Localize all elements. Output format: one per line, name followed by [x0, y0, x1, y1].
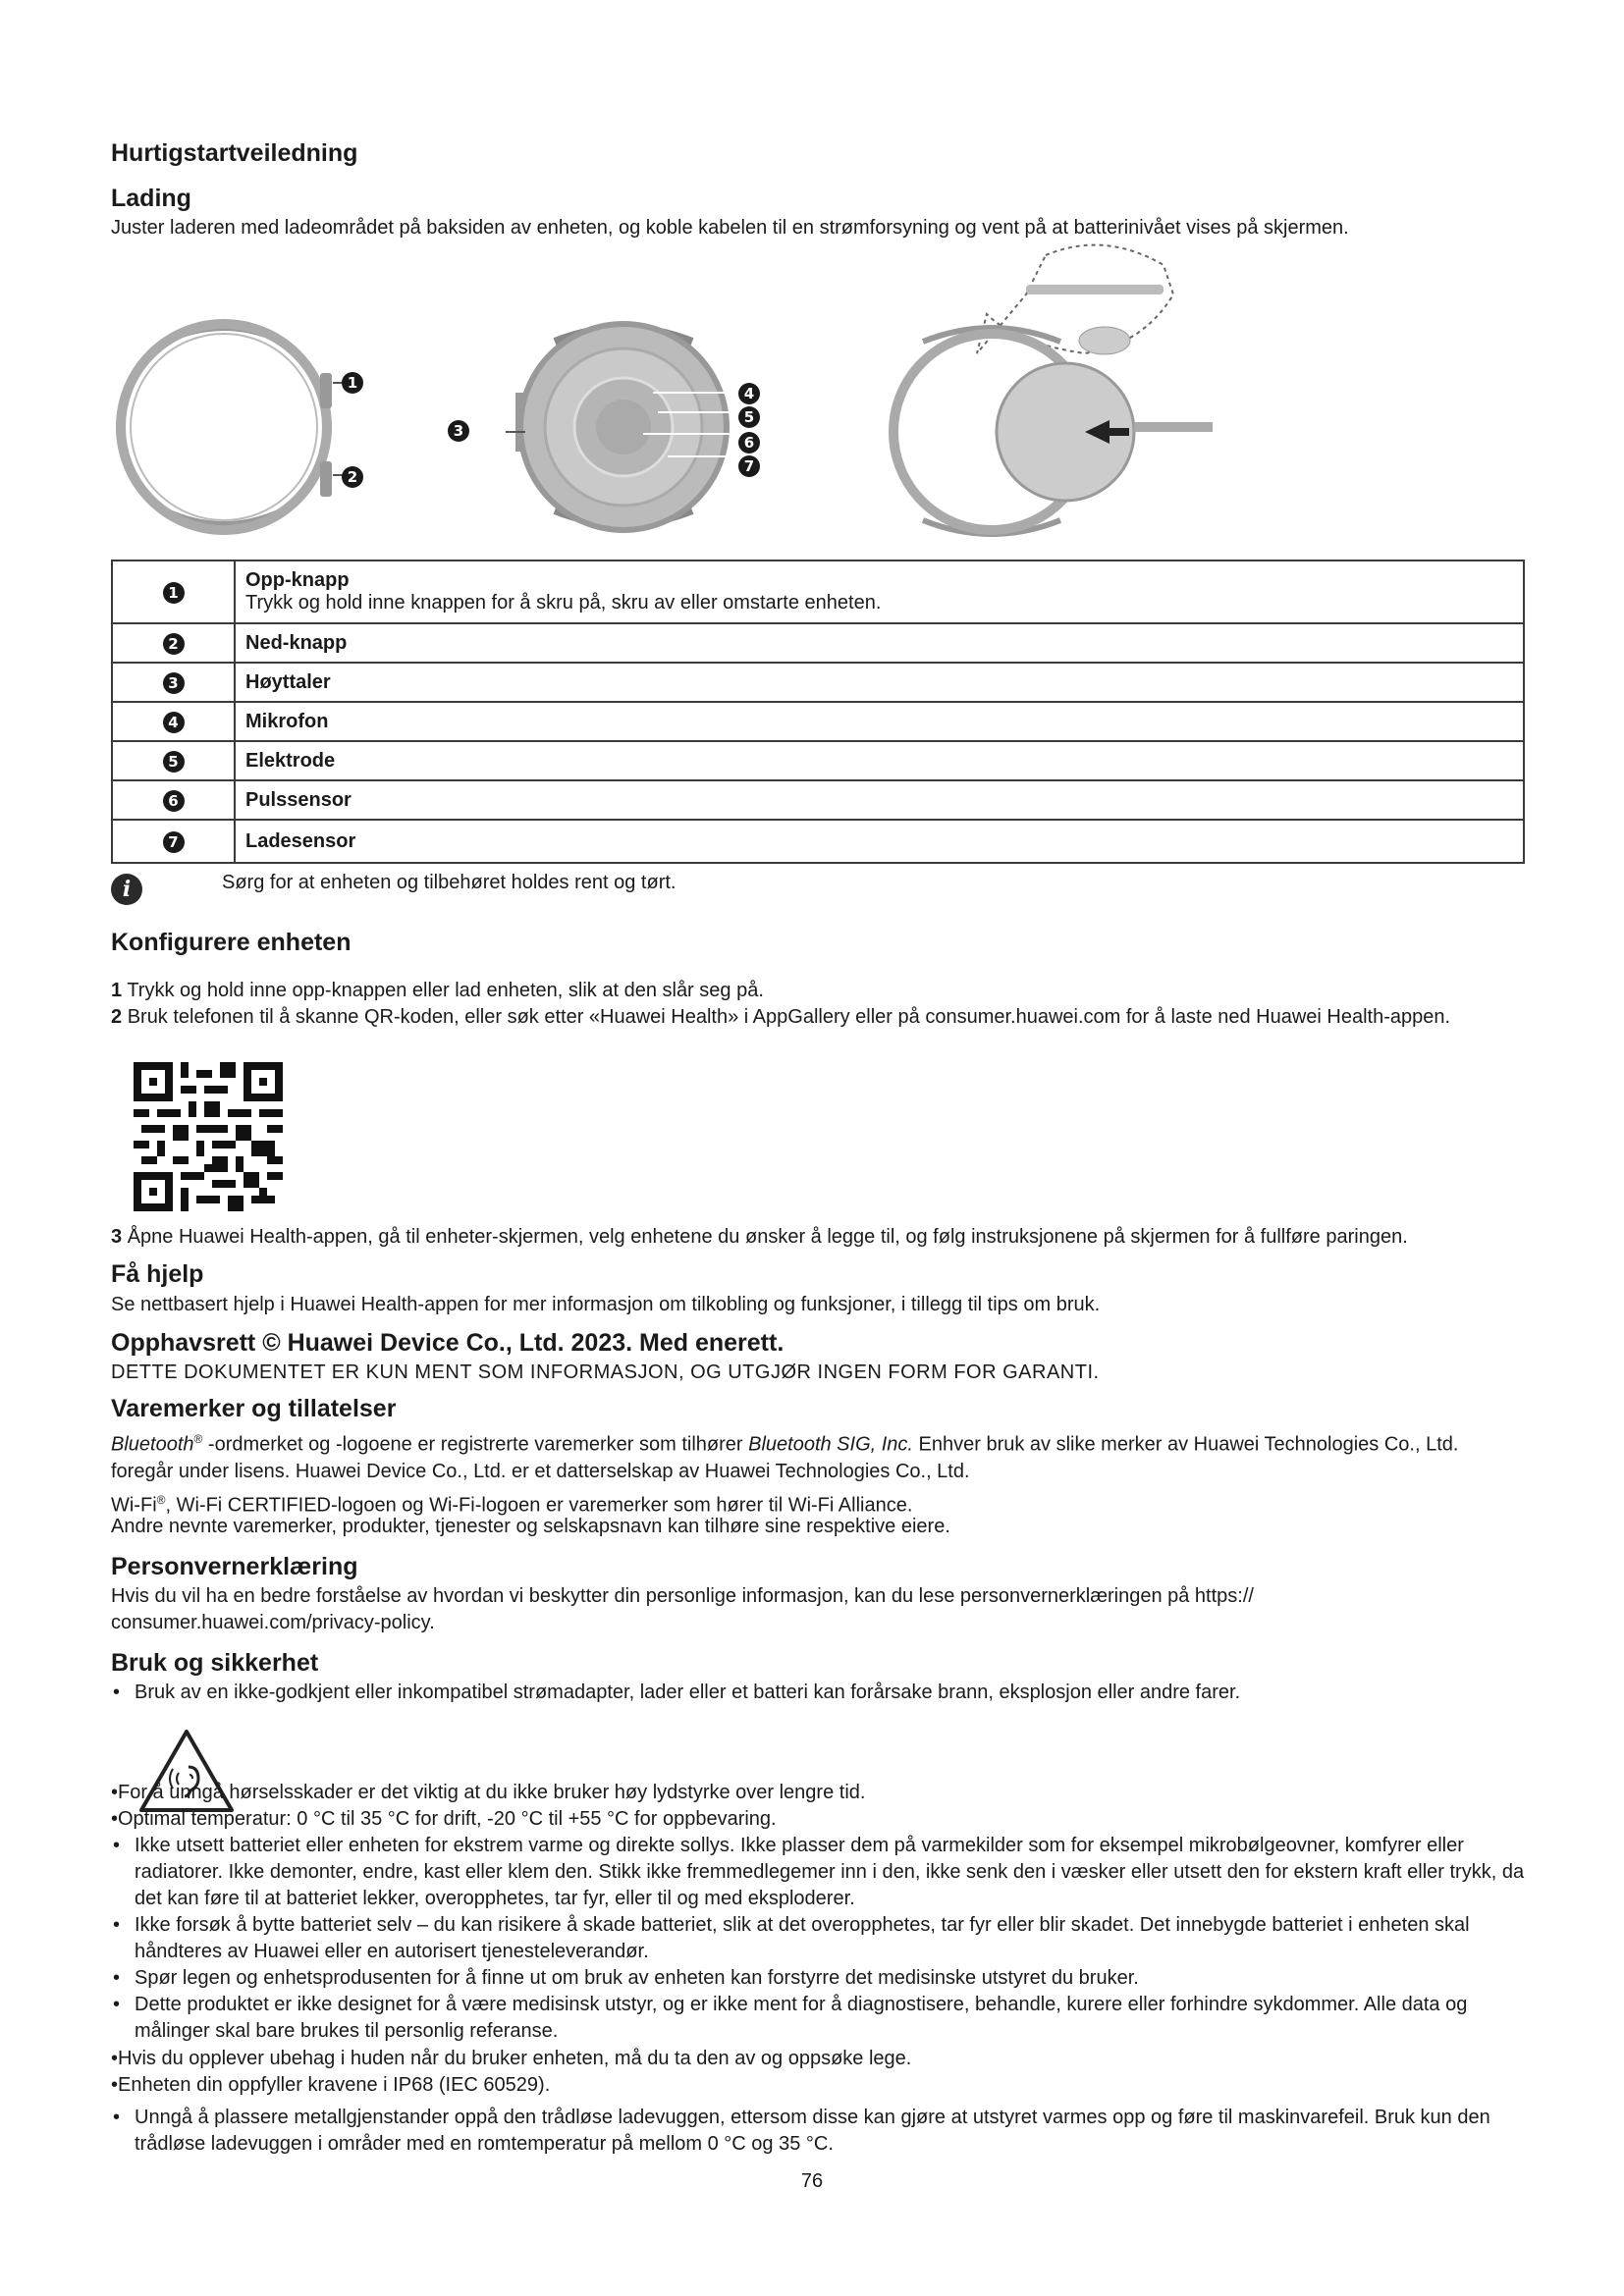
list-item	[111, 1912, 1525, 1965]
wifi-word: Wi-Fi	[111, 1494, 157, 1517]
watch-back-illustration	[496, 314, 751, 540]
step-text: Bruk telefonen til å skanne QR-koden, eller søk etter «Huawei Health» i AppGallery eller på consumer.huawei.com for å laste ned Huawei Health-appen.	[127, 1006, 1451, 1028]
part-name: Mikrofon	[235, 702, 1524, 741]
parts-table	[111, 560, 1525, 864]
row-number: 1	[163, 582, 185, 604]
note-text: Sørg for at enheten og tilbehøret holdes rent og tørt.	[222, 872, 677, 893]
bullet-mark: •	[113, 1682, 121, 1703]
table-row	[112, 741, 1524, 780]
part-name: Opp-knapp	[245, 569, 350, 591]
safety-list-2	[111, 1833, 1525, 2045]
list-item	[111, 2105, 1525, 2158]
trademarks-text: -ordmerket og -logoene er registrerte varemerker som tilhører	[202, 1433, 749, 1456]
callout-3: 3	[448, 420, 469, 442]
part-name: Elektrode	[235, 741, 1524, 780]
row-number: 2	[163, 633, 185, 655]
info-icon: i	[111, 874, 142, 905]
part-description: Trykk og hold inne knappen for å skru på, skru av eller omstarte enheten.	[245, 592, 882, 614]
qr-code	[134, 1062, 283, 1211]
list-item-text: Spør legen og enhetsprodusenten for å finne ut om bruk av enheten kan forstyrre det medisinske utstyret du bruker.	[135, 1967, 1139, 1989]
registered-mark: ®	[156, 1493, 166, 1507]
list-item-text: Dette produktet er ikke designet for å være medisinsk utstyr, og er ikke ment for å diagnostisere, behandle, kurere eller forhindre sykdommer. Alle data og målinger skal bare brukes til personlig referanse.	[135, 1994, 1468, 2042]
privacy-text: Hvis du vil ha en bedre forståelse av hvordan vi beskytter din personlige informasjon, kan du lese personvernerklæringen på https:// consumer.huawei.com/privacy-policy.	[111, 1585, 1254, 1633]
registered-mark: ®	[193, 1432, 203, 1446]
step-number: 1	[111, 980, 123, 1001]
row-number: 5	[163, 751, 185, 773]
callout-4: 4	[738, 383, 760, 404]
callout-1: 1	[342, 372, 363, 394]
section-title-help: Få hjelp	[111, 1260, 204, 1288]
step-text: Åpne Huawei Health-appen, gå til enheter-skjermen, velg enhetene du ønsker å legge til, og følg instruksjonene på skjermen for å fullføre paringen.	[127, 1226, 1408, 1248]
row-number: 4	[163, 712, 185, 733]
list-item	[111, 1833, 1525, 1912]
list-item	[111, 1992, 1525, 2045]
section-title-safety: Bruk og sikkerhet	[111, 1649, 319, 1677]
section-title-trademarks: Varemerker og tillatelser	[111, 1395, 397, 1422]
bluetooth-sig: Bluetooth SIG, Inc.	[748, 1433, 913, 1456]
safety-list-1	[111, 1680, 1525, 1706]
bullet-mark: •	[113, 2107, 121, 2128]
step-number: 2	[111, 1006, 123, 1028]
section-title-configure: Konfigurere enheten	[111, 929, 352, 956]
part-name: Høyttaler	[235, 663, 1524, 702]
row-number: 7	[163, 831, 185, 853]
bullet-mark: •	[113, 1967, 121, 1989]
trademarks-paragraph-1	[111, 1426, 1525, 1485]
part-name: Ned-knapp	[235, 623, 1524, 663]
safety-ip68-text: •Enheten din oppfyller kravene i IP68 (IEC 60529).	[111, 2074, 551, 2096]
bullet-mark: •	[113, 1994, 121, 2015]
table-row	[112, 820, 1524, 863]
table-row	[112, 561, 1524, 623]
step-2	[111, 1004, 1525, 1031]
step-1	[111, 978, 1525, 1004]
list-item-text: Ikke utsett batteriet eller enheten for ekstrem varme og direkte sollys. Ikke plasser dem på varmekilder som for eksempel mikrobølgeovner, komfyrer eller radiatorer. Ikke demonter, endre, kast eller klem den. Stikk ikke fremmedlegemer inn i den, ikke senk den i væsker eller utsett den for ekstern kraft eller trykk, da det kan føre til at batteriet lekker, overopphetes, tar fyr, eller til og med eksploderer.	[135, 1835, 1525, 1909]
row-number: 3	[163, 672, 185, 694]
trademarks-paragraph-3: Andre nevnte varemerker, produkter, tjenester og selskapsnavn kan tilhøre sine respektive eiere.	[111, 1516, 950, 1537]
step-text: Trykk og hold inne opp-knappen eller lad enheten, slik at den slår seg på.	[127, 980, 764, 1001]
section-title-privacy: Personvernerklæring	[111, 1553, 358, 1580]
section-title-copyright: Opphavsrett © Huawei Device Co., Ltd. 2023. Med enerett.	[111, 1329, 785, 1357]
step-3	[111, 1224, 1525, 1251]
bullet-mark: •	[113, 1835, 121, 1856]
table-row	[112, 623, 1524, 663]
table-row	[112, 702, 1524, 741]
copyright-text: DETTE DOKUMENTET ER KUN MENT SOM INFORMASJON, OG UTGJØR INGEN FORM FOR GARANTI.	[111, 1362, 1100, 1383]
list-item	[111, 1965, 1525, 1992]
section-title-charging: Lading	[111, 185, 191, 212]
trademarks-text: Enhver bruk av slike merker av Huawei Technologies Co., Ltd. foregår under lisens. Huawei Device Co., Ltd. er et datterselskap av Huawei Technologies Co., Ltd.	[111, 1433, 1459, 1482]
bullet-mark: •	[113, 1914, 121, 1936]
callout-5: 5	[738, 406, 760, 428]
callout-2: 2	[342, 466, 363, 488]
step-number: 3	[111, 1226, 123, 1248]
charging-text: Juster laderen med ladeområdet på baksiden av enheten, og koble kabelen til en strømforsyning og vent på at batterinivået vises på skjermen.	[111, 217, 1349, 239]
watch-front-illustration	[111, 314, 396, 540]
part-name: Pulssensor	[235, 780, 1524, 820]
table-row	[112, 663, 1524, 702]
document-title: Hurtigstartveiledning	[111, 139, 358, 167]
charging-illustration	[869, 236, 1242, 550]
trademarks-text: , Wi-Fi CERTIFIED-logoen og Wi-Fi-logoen er varemerker som hører til Wi-Fi Alliance.	[165, 1494, 913, 1517]
page-number: 76	[800, 2170, 824, 2192]
bluetooth-word: Bluetooth	[111, 1433, 194, 1456]
part-name: Ladesensor	[235, 820, 1524, 863]
list-item-text: Bruk av en ikke-godkjent eller inkompatibel strømadapter, lader eller et batteri kan forårsake brann, eksplosjon eller andre farer.	[135, 1682, 1241, 1703]
safety-skin-text: •Hvis du opplever ubehag i huden når du bruker enheten, må du ta den av og oppsøke lege.	[111, 2048, 912, 2069]
callout-6: 6	[738, 432, 760, 454]
list-item-text: Unngå å plassere metallgjenstander oppå den trådløse ladevuggen, ettersom disse kan gjøre at utstyret varmes opp og føre til maskinvarefeil. Bruk kun den trådløse ladevuggen i områder med en romtemperatur på mellom 0 °C og 35 °C.	[135, 2107, 1490, 2155]
safety-hearing-text: •For å unngå hørselsskader er det viktig at du ikke bruker høy lydstyrke over lengre tid.	[111, 1782, 866, 1803]
help-text: Se nettbasert hjelp i Huawei Health-appen for mer informasjon om tilkobling og funksjoner, i tillegg til tips om bruk.	[111, 1294, 1101, 1315]
list-item-text: Ikke forsøk å bytte batteriet selv – du kan risikere å skade batteriet, slik at det overopphetes, tar fyr eller blir skadet. Det innebygde batteriet i enheten skal håndteres av Huawei eller en autorisert tjenesteleverandør.	[135, 1914, 1470, 1962]
safety-list-3	[111, 2105, 1525, 2158]
safety-temperature-text: •Optimal temperatur: 0 °C til 35 °C for drift, -20 °C til +55 °C for oppbevaring.	[111, 1808, 777, 1830]
table-row	[112, 780, 1524, 820]
callout-7: 7	[738, 455, 760, 477]
list-item	[111, 1680, 1525, 1706]
row-number: 6	[163, 790, 185, 812]
